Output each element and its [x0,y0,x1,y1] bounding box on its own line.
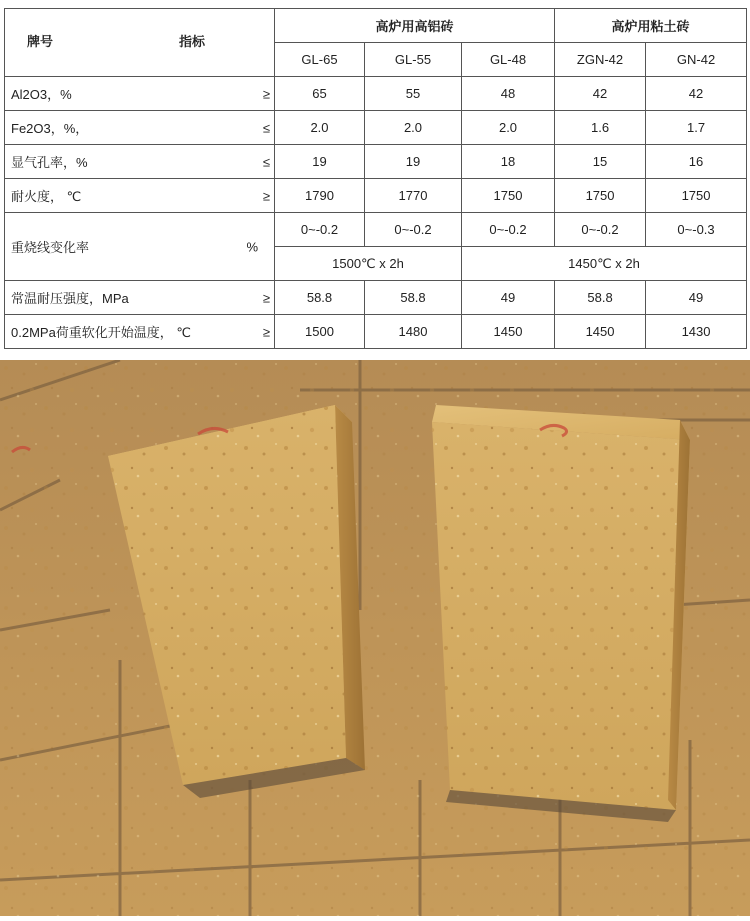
table-cell: 0~-0.2 [365,213,462,247]
row-label: Al2O3，% [11,87,72,102]
unit-label: % [246,239,258,254]
table-cell: 0~-0.3 [646,213,747,247]
row-label-cell [5,281,275,315]
comparator: ≥ [262,188,270,203]
table-cell: 0~-0.2 [555,213,646,247]
grade-header: ZGN-42 [555,43,646,77]
corner-index-label: 指标 [179,34,206,49]
table-cell: 1.7 [646,111,747,145]
table-cell: 2.0 [365,111,462,145]
row-label: Fe2O3，%， [11,121,89,136]
group-header-high-alumina: 高炉用高铝砖 [275,9,555,43]
table-cell: 58.8 [365,281,462,315]
table-cell: 1500 [275,315,365,349]
brick-photo [0,360,750,916]
table-cell: 1430 [646,315,747,349]
table-row [5,281,747,315]
row-label: 常温耐压强度，MPa [11,291,129,306]
row-label: 耐火度， ℃ [11,189,82,204]
grade-header: GL-48 [462,43,555,77]
table-cell: 0~-0.2 [462,213,555,247]
grade-header: GL-55 [365,43,462,77]
table-row [5,315,747,349]
comparator: ≤ [262,120,270,135]
spec-table [4,8,747,349]
comparator: ≥ [262,290,270,305]
table-cell: 19 [275,145,365,179]
row-label-cell [5,213,275,281]
table-cell: 1750 [555,179,646,213]
table-cell: 58.8 [275,281,365,315]
condition-cell: 1500℃ x 2h [275,247,462,281]
table-cell: 1790 [275,179,365,213]
table-cell: 2.0 [462,111,555,145]
row-label: 0.2MPa荷重软化开始温度， ℃ [11,325,192,340]
spec-table-container [4,8,746,356]
corner-brand-label: 牌号 [27,34,54,49]
table-corner-cell [5,9,275,77]
row-label: 重烧线变化率 [11,240,90,255]
group-header-clay: 高炉用粘土砖 [555,9,747,43]
table-cell: 42 [555,77,646,111]
table-cell: 1450 [462,315,555,349]
row-label-cell [5,179,275,213]
table-cell: 16 [646,145,747,179]
table-cell: 2.0 [275,111,365,145]
right-brick [432,405,690,822]
row-label-cell [5,111,275,145]
table-cell: 48 [462,77,555,111]
row-label: 显气孔率，% [11,155,88,170]
row-label-cell [5,315,275,349]
table-row [5,145,747,179]
table-cell: 49 [646,281,747,315]
table-cell: 15 [555,145,646,179]
table-cell: 0~-0.2 [275,213,365,247]
table-cell: 49 [462,281,555,315]
comparator: ≤ [262,154,270,169]
comparator: ≥ [262,86,270,101]
condition-cell: 1450℃ x 2h [462,247,747,281]
table-cell: 1450 [555,315,646,349]
table-cell: 1.6 [555,111,646,145]
table-cell: 1480 [365,315,462,349]
table-row [5,213,747,247]
comparator: ≥ [262,324,270,339]
table-cell: 18 [462,145,555,179]
table-cell: 19 [365,145,462,179]
table-cell: 1750 [646,179,747,213]
table-row [5,111,747,145]
table-cell: 58.8 [555,281,646,315]
grade-header: GL-65 [275,43,365,77]
row-label-cell [5,77,275,111]
row-label-cell [5,145,275,179]
table-cell: 65 [275,77,365,111]
table-row [5,77,747,111]
table-cell: 1750 [462,179,555,213]
table-cell: 1770 [365,179,462,213]
table-cell: 55 [365,77,462,111]
grade-header: GN-42 [646,43,747,77]
table-row [5,179,747,213]
table-cell: 42 [646,77,747,111]
brick-photo-illustration [0,360,750,916]
